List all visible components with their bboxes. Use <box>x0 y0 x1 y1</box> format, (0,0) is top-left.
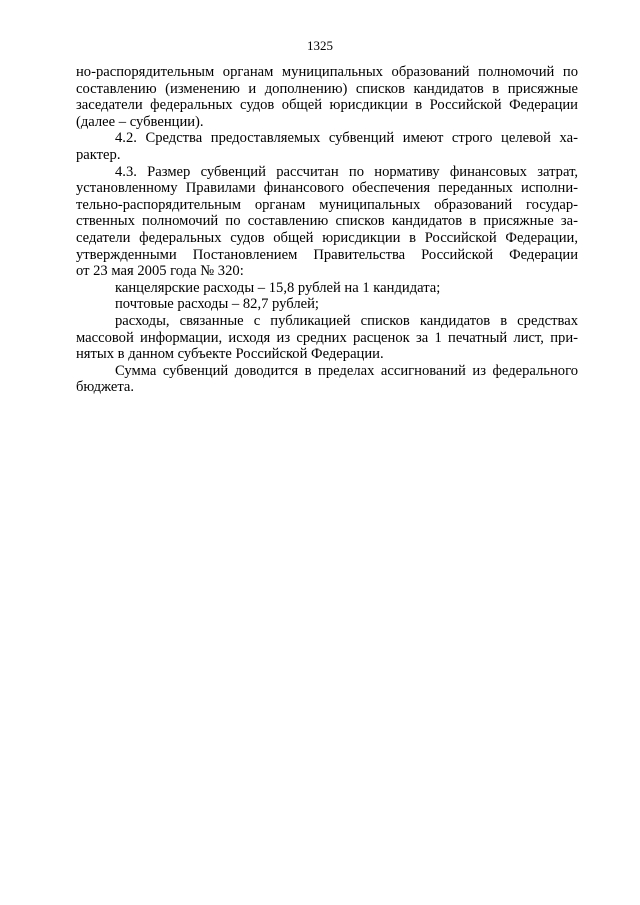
text-line: заседатели федеральных судов общей юрисдикции в Российской Федерации <box>76 97 578 114</box>
paragraph-4-2 <box>76 130 578 163</box>
text-line: составлению (изменению и дополнению) списков кандидатов в присяжные <box>76 80 578 97</box>
page-number: 1325 <box>307 38 333 53</box>
text-line: седатели федеральных судов общей юрисдикции в Российской Федерации, <box>76 229 578 246</box>
paragraph-continuation <box>76 64 578 130</box>
text-line: 4.3. Размер субвенций рассчитан по нормативу финансовых затрат, <box>115 163 578 180</box>
paragraph-office-expenses <box>76 280 578 297</box>
text-line: канцелярские расходы – 15,8 рублей на 1 кандидата; <box>115 279 441 296</box>
paragraph-subvention-sum <box>76 363 578 396</box>
text-line: Сумма субвенций доводится в пределах ассигнований из федерального <box>115 362 578 379</box>
text-line: утвержденными Постановлением Правительства Российской Федерации <box>76 246 578 263</box>
paragraph-4-3 <box>76 164 578 280</box>
text-line: ственных полномочий по составлению списков кандидатов в присяжные за- <box>76 213 578 230</box>
text-line: массовой информации, исходя из средних расценок за 1 печатный лист, при- <box>76 329 578 346</box>
paragraph-publication-expenses <box>76 313 578 363</box>
text-line: бюджета. <box>76 379 135 396</box>
text-line: 4.2. Средства предоставляемых субвенций имеют строго целевой ха- <box>115 130 578 147</box>
text-line: почтовые расходы – 82,7 рублей; <box>115 296 319 313</box>
text-line: от 23 мая 2005 года № 320: <box>76 263 244 280</box>
paragraph-postal-expenses <box>76 296 578 313</box>
text-line: расходы, связанные с публикацией списков кандидатов в средствах <box>115 312 578 329</box>
text-line: но-распорядительным органам муниципальных образований полномочий по <box>76 64 578 80</box>
text-line: рактер. <box>76 146 121 163</box>
text-line: нятых в данном субъекте Российской Федерации. <box>76 346 384 363</box>
text-line: тельно-распорядительным органам муниципальных образований государ- <box>76 196 578 213</box>
text-line: установленному Правилами финансового обеспечения переданных исполни- <box>76 180 578 197</box>
document-body <box>76 64 578 396</box>
text-line: (далее – субвенции). <box>76 113 204 130</box>
